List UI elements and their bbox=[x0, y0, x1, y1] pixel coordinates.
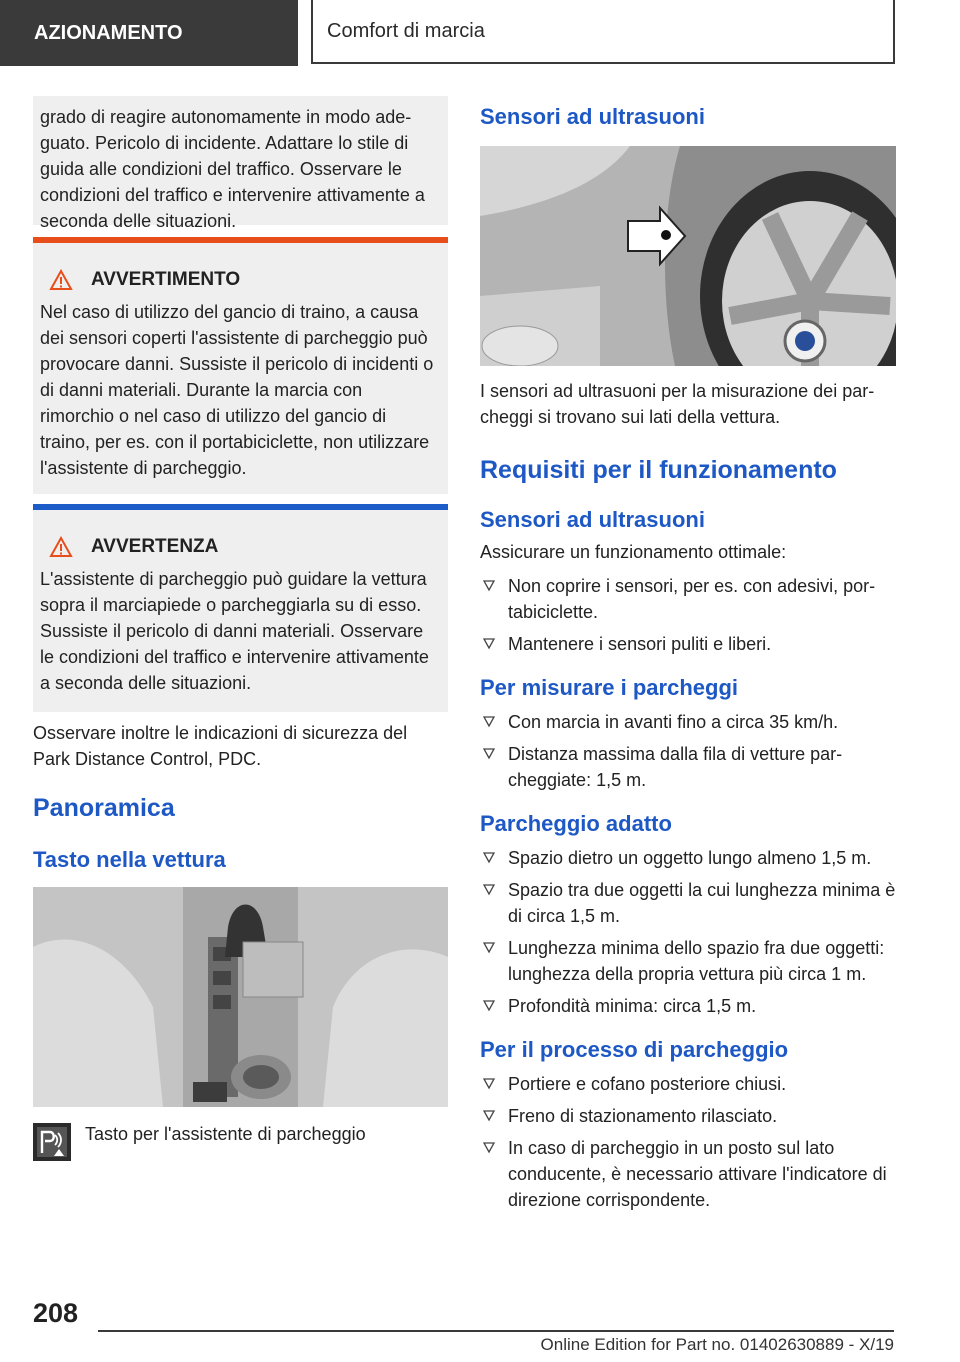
sensors-heading: Sensori ad ultrasuoni bbox=[480, 104, 705, 129]
triangle-bullet-icon bbox=[483, 748, 495, 760]
center-console-photo bbox=[33, 887, 448, 1107]
caution-header bbox=[40, 534, 440, 560]
caution-text: L'assistente di parcheggio può guidare la vettura sopra il marciapiede o parcheggiarla su di esso. Sussiste il pericolo di danni materiali. Osservare le condizioni del traffico e intervenire attivamente a seconda delle situazioni. bbox=[40, 569, 429, 693]
suitable-heading: Parcheggio adatto bbox=[480, 811, 672, 836]
suitable-list bbox=[480, 845, 896, 1019]
button-heading: Tasto nella vettura bbox=[33, 847, 226, 872]
overview-heading: Panoramica bbox=[33, 794, 175, 822]
continued-warning-text: grado di reagire autonomamente in modo adeguato. Pericolo di incidente. Adattare lo stile di guida alle condizioni del traffico. Osservare le condizioni del traffico e intervenire attivamente a seconda delle situazioni. bbox=[40, 107, 425, 231]
triangle-bullet-icon bbox=[483, 1078, 495, 1090]
list-item: Profondità minima: circa 1,5 m. bbox=[480, 993, 896, 1019]
triangle-bullet-icon bbox=[483, 1110, 495, 1122]
triangle-bullet-icon bbox=[483, 884, 495, 896]
legend-label: Tasto per l'assistente di parcheggio bbox=[85, 1124, 366, 1144]
triangle-bullet-icon bbox=[483, 852, 495, 864]
list-item: Portiere e cofano posteriore chiusi. bbox=[480, 1071, 896, 1097]
list-item: Con marcia in avanti fino a circa 35 km/h. bbox=[480, 709, 896, 735]
chapter-title: Comfort di marcia bbox=[327, 19, 485, 42]
chapter-tab bbox=[311, 0, 895, 64]
page-number: 208 bbox=[33, 1298, 79, 1328]
process-list bbox=[480, 1071, 896, 1213]
triangle-bullet-icon bbox=[483, 942, 495, 954]
footer-divider bbox=[98, 1330, 894, 1332]
warning-triangle-icon bbox=[49, 269, 73, 291]
triangle-bullet-icon bbox=[483, 638, 495, 650]
sensor-list bbox=[480, 573, 896, 657]
list-item: Spazio tra due oggetti la cui lunghezza minima è di circa 1,5 m. bbox=[480, 877, 896, 929]
edition-note: Online Edition for Part no. 01402630889 - X/19 bbox=[540, 1335, 894, 1354]
measure-heading: Per misurare i parcheggi bbox=[480, 675, 738, 700]
caution-title: AVVERTENZA bbox=[91, 536, 219, 557]
continued-warning-box bbox=[33, 96, 448, 231]
list-item: Mantenere i sensori puliti e liberi. bbox=[480, 631, 896, 657]
requirements-intro: Assicurare un funzionamento ottimale: bbox=[480, 542, 787, 562]
list-item: In caso di parcheggio in un posto sul lato conducente, è necessario attivare l'indicatore di direzione corrispondente. bbox=[480, 1135, 896, 1213]
triangle-bullet-icon bbox=[483, 716, 495, 728]
measure-list bbox=[480, 709, 896, 793]
list-item: Spazio dietro un oggetto lungo almeno 1,5 m. bbox=[480, 845, 896, 871]
list-item: Distanza massima dalla fila di vetture parcheggiate: 1,5 m. bbox=[480, 741, 896, 793]
parking-assistant-icon bbox=[33, 1123, 71, 1161]
warning-header bbox=[40, 267, 440, 293]
sensors-sub-heading: Sensori ad ultrasuoni bbox=[480, 507, 705, 532]
triangle-bullet-icon bbox=[483, 580, 495, 592]
list-item: Freno di stazionamento rilasciato. bbox=[480, 1103, 896, 1129]
warning-title: AVVERTIMENTO bbox=[91, 269, 241, 290]
section-tab bbox=[0, 0, 298, 66]
section-title: AZIONAMENTO bbox=[34, 21, 183, 44]
process-heading: Per il processo di parcheggio bbox=[480, 1037, 789, 1062]
ultrasonic-sensor-photo bbox=[480, 146, 896, 366]
right-column bbox=[480, 104, 896, 1219]
caution-box bbox=[33, 504, 448, 712]
sensors-caption: I sensori ad ultrasuoni per la misurazione dei parcheggi si trovano sui lati della vettura. bbox=[480, 381, 875, 427]
requirements-heading: Requisiti per il funzionamento bbox=[480, 456, 837, 484]
warning-triangle-icon bbox=[49, 536, 73, 558]
list-item: Non coprire i sensori, per es. con adesivi, portabiciclette. bbox=[480, 573, 896, 625]
triangle-bullet-icon bbox=[483, 1000, 495, 1012]
list-item: Lunghezza minima dello spazio fra due oggetti: lunghezza della propria vettura più circa 1 m. bbox=[480, 935, 896, 987]
warning-box bbox=[33, 237, 448, 494]
safety-note: Osservare inoltre le indicazioni di sicurezza del Park Distance Control, PDC. bbox=[33, 723, 408, 769]
legend-row bbox=[33, 1123, 448, 1161]
warning-text: Nel caso di utilizzo del gancio di traino, a causa dei sensori coperti l'assistente di parcheggio può provocare danni. Sussiste il pericolo di incidenti o di danni materiali. Durante la marcia con rimorchio o nel caso di utilizzo del gancio di traino, per es. con il portabiciclette, non utilizzare l'assistente di parcheggio. bbox=[40, 302, 434, 478]
left-column bbox=[33, 96, 448, 1161]
triangle-bullet-icon bbox=[483, 1142, 495, 1154]
